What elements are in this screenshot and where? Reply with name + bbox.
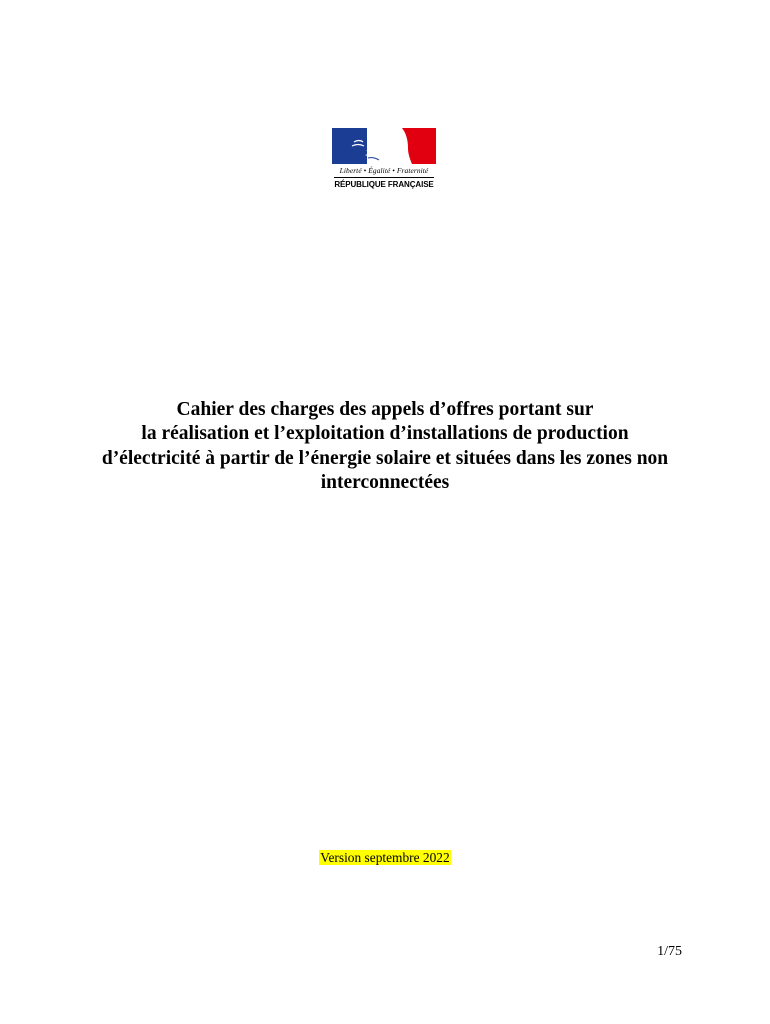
marianne-flag-icon: [332, 128, 436, 164]
page-number: 1/75: [657, 944, 682, 959]
logo-motto: Liberté • Égalité • Fraternité: [339, 166, 429, 175]
title-line-2: la réalisation et l’exploitation d’installations de production: [141, 423, 629, 445]
title-line-4: interconnectées: [320, 472, 450, 494]
title-line-3: d’électricité à partir de l’énergie solaire et situées dans les zones non: [101, 447, 669, 469]
logo-divider: [334, 177, 434, 178]
version-note: [0, 850, 770, 865]
logo-name: RÉPUBLIQUE FRANÇAISE: [334, 180, 434, 189]
title-line-1: Cahier des charges des appels d’offres portant sur: [176, 399, 594, 420]
document-title: [60, 398, 710, 496]
republique-francaise-logo: [332, 128, 438, 194]
version-label: Version septembre 2022: [320, 850, 450, 865]
